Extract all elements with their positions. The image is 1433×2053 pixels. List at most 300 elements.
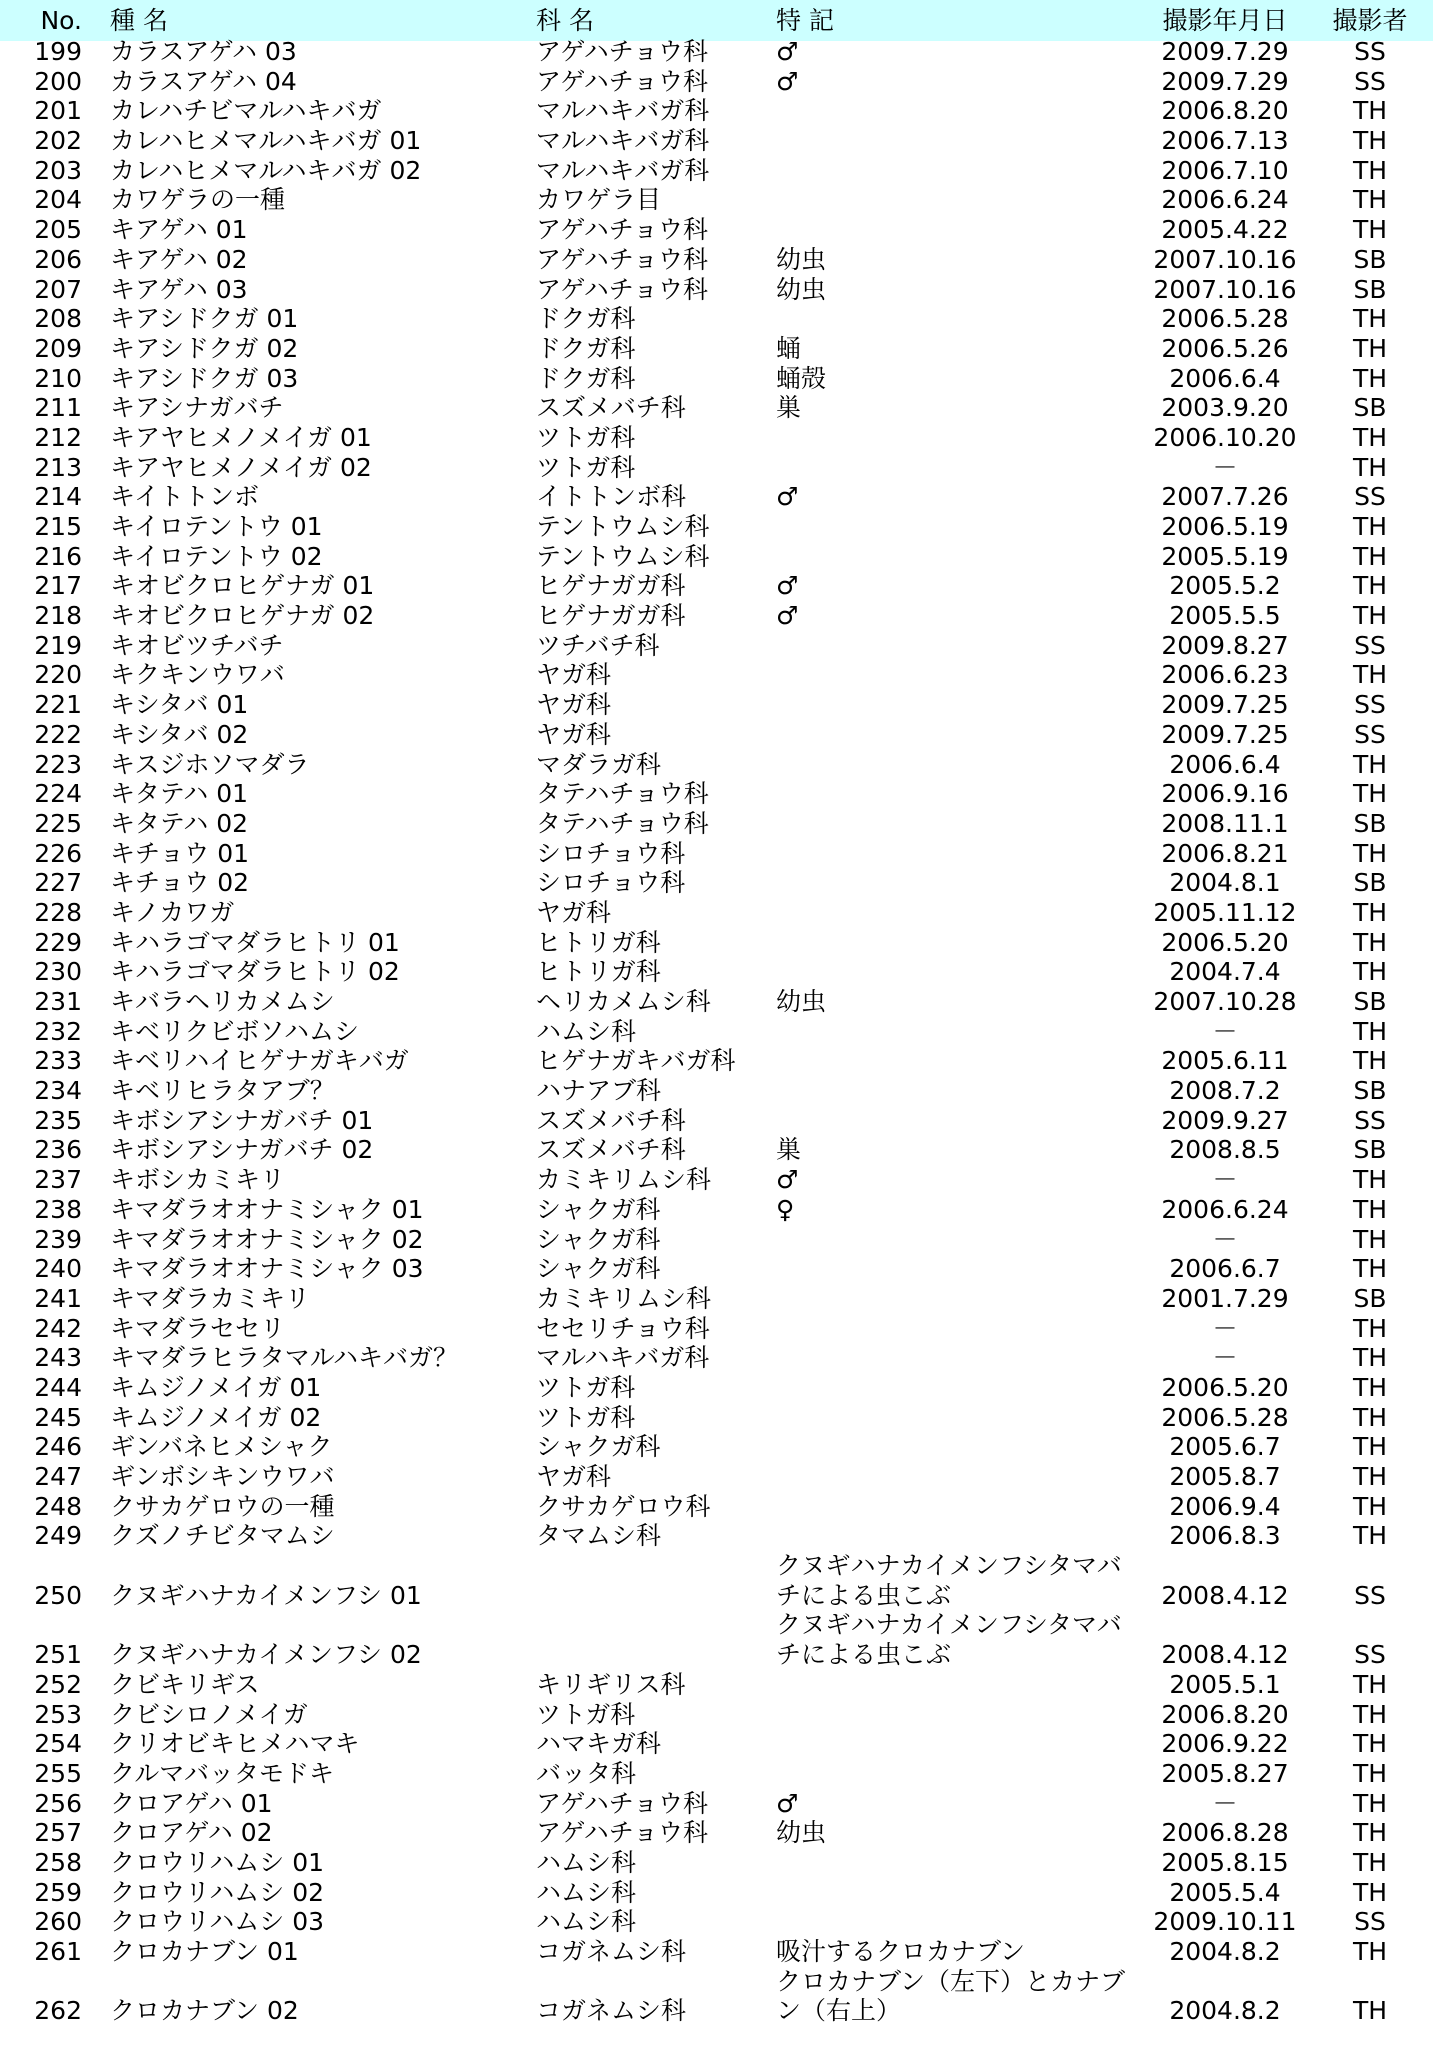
cell-photographer: SS [1354,690,1386,720]
table-row [0,364,1433,394]
cell-date: 2006.8.20 [1161,1699,1289,1729]
cell-species: キハラゴマダラヒトリ 01 [110,927,400,957]
cell-date: 2005.5.1 [1169,1669,1281,1699]
cell-species: キオビツチバチ [110,630,284,660]
cell-species: キムジノメイガ 01 [110,1372,322,1402]
table-row [0,660,1433,690]
table-row [0,1937,1433,1967]
cell-species: カラスアゲハ 04 [110,66,297,96]
cell-species: クロウリハムシ 02 [110,1877,325,1907]
cell-note: クヌギハナカイメンフシタマバチによる虫こぶ [776,1610,1122,1670]
cell-species: キアゲハ 03 [110,274,248,304]
cell-date: 2004.8.2 [1169,1996,1281,2026]
cell-species: キアヤヒメノメイガ 01 [110,422,372,452]
table-row [0,1165,1433,1195]
cell-species: クロウリハムシ 01 [110,1847,325,1877]
cell-family: ドクガ科 [536,363,636,393]
table-row [0,1076,1433,1106]
cell-date: 2008.8.5 [1169,1135,1281,1165]
table-row [0,1343,1433,1373]
cell-date: 2008.11.1 [1161,808,1289,838]
cell-family: ヘリカメムシ科 [536,987,711,1016]
cell-no: 208 [34,304,82,334]
cell-no: 239 [34,1224,82,1254]
cell-no: 225 [34,808,82,838]
cell-species: クズノチビタマムシ [110,1521,335,1551]
header-photographer: 撮影者 [1332,6,1408,35]
cell-date: 2005.11.12 [1153,897,1297,927]
cell-no: 217 [34,571,82,601]
cell-date: 2009.7.25 [1161,719,1289,749]
cell-species: クヌギハナカイメンフシ 02 [110,1640,422,1670]
cell-photographer: TH [1352,363,1388,393]
cell-family: アゲハチョウ科 [536,244,709,274]
cell-no: 249 [34,1521,82,1551]
table-row [0,1967,1433,2026]
cell-photographer: SB [1353,1135,1387,1165]
table-row [0,1046,1433,1076]
cell-species: クロカナブン 02 [110,1996,299,2026]
cell-photographer: TH [1352,1491,1388,1521]
cell-date: 2005.6.7 [1169,1432,1281,1462]
cell-note: クロカナブン（左下）とカナブン（右上） [776,1966,1126,2026]
cell-note: ♂ [776,1165,799,1195]
cell-photographer: SS [1354,719,1386,749]
cell-note: 蛹殻 [776,363,827,393]
cell-note: ♂ [776,571,799,601]
cell-no: 203 [34,155,82,185]
cell-no: 243 [34,1343,82,1373]
cell-no: 221 [34,690,82,720]
cell-date: 2005.8.15 [1161,1847,1289,1877]
table-row [0,1818,1433,1848]
cell-note: ♂ [776,482,799,512]
cell-family: タマムシ科 [536,1521,662,1551]
cell-photographer: SS [1354,630,1386,660]
table-row [0,1373,1433,1403]
header-family: 科 名 [536,6,594,35]
cell-date: 2006.8.3 [1169,1521,1281,1551]
cell-photographer: TH [1352,1669,1388,1699]
cell-photographer: SB [1353,274,1387,304]
cell-family: スズメバチ科 [536,1135,686,1165]
cell-photographer: SS [1354,1580,1386,1610]
cell-photographer: TH [1352,1432,1388,1462]
cell-no: 237 [34,1165,82,1195]
cell-family: コガネムシ科 [536,1996,687,2026]
cell-photographer: SS [1354,482,1386,512]
cell-family: マルハキバガ科 [536,96,710,126]
cell-species: キクキンウワバ [110,660,285,690]
cell-no: 261 [34,1937,82,1967]
cell-photographer: TH [1352,185,1388,215]
cell-family: マルハキバガ科 [536,155,710,185]
cell-photographer: TH [1352,1937,1388,1967]
cell-photographer: TH [1352,1521,1388,1551]
table-row [0,1314,1433,1344]
cell-no: 240 [34,1254,82,1284]
cell-date: 2005.4.22 [1161,215,1289,245]
cell-date: 2005.5.4 [1169,1877,1281,1907]
header-note: 特 記 [776,6,834,35]
cell-family: アゲハチョウ科 [536,1788,709,1818]
table-row [0,1462,1433,1492]
cell-species: キイロテントウ 01 [110,512,323,541]
cell-species: クルマバッタモドキ [110,1758,335,1788]
table-row [0,512,1433,542]
cell-no: 210 [34,363,82,393]
header-species: 種 名 [110,6,168,35]
cell-family: シャクガ科 [536,1254,661,1284]
cell-family: テントウムシ科 [536,541,710,571]
cell-family: ヒゲナガガ科 [536,601,686,631]
cell-species: カレハヒメマルハキバガ 01 [110,126,422,156]
cell-species: ギンボシキンウワバ [110,1462,335,1491]
cell-family: イトトンボ科 [536,482,687,512]
cell-photographer: SB [1353,393,1387,423]
cell-photographer: TH [1352,1729,1388,1759]
cell-photographer: TH [1352,1758,1388,1788]
cell-family: アゲハチョウ科 [536,37,709,66]
table-row [0,1551,1433,1610]
table-row [0,720,1433,750]
table-row [0,1195,1433,1225]
cell-date: － [1212,452,1238,482]
cell-no: 218 [34,601,82,631]
cell-family: マルハキバガ科 [536,1343,710,1373]
table-row [0,1492,1433,1522]
cell-family: バッタ科 [536,1758,637,1788]
cell-photographer: TH [1352,838,1388,868]
cell-date: 2006.5.26 [1161,333,1289,363]
cell-no: 229 [34,927,82,957]
table-row [0,96,1433,126]
cell-date: 2005.6.11 [1161,1046,1289,1076]
table-row [0,482,1433,512]
table-row [0,304,1433,334]
cell-species: キベリヒラタアブ？ [110,1076,335,1106]
cell-photographer: TH [1352,1699,1388,1729]
cell-photographer: TH [1352,1788,1388,1818]
cell-photographer: TH [1352,1818,1388,1848]
cell-note: 幼虫 [776,244,827,274]
table-row [0,156,1433,186]
cell-family: ヒゲナガガ科 [536,571,686,601]
cell-note: クヌギハナカイメンフシタマバチによる虫こぶ [776,1551,1122,1610]
cell-no: 231 [34,987,82,1016]
cell-photographer: TH [1352,304,1388,334]
cell-species: キオビクロヒゲナガ 01 [110,571,375,601]
cell-species: キスジホソマダラ [110,749,310,779]
table-row [0,1789,1433,1819]
table-row [0,1700,1433,1730]
cell-family: クサカゲロウ科 [536,1491,711,1521]
cell-date: 2006.10.20 [1153,422,1297,452]
cell-species: キイロテントウ 02 [110,541,323,571]
cell-species: キイトトンボ [110,482,260,512]
cell-family: ツチバチ科 [536,630,660,660]
cell-date: 2004.8.1 [1169,868,1281,898]
cell-date: 2009.7.25 [1161,690,1289,720]
table-row [0,126,1433,156]
cell-family: ハムシ科 [536,1877,637,1907]
cell-no: 213 [34,452,82,482]
cell-date: 2006.8.20 [1161,96,1289,126]
cell-species: クロカナブン 01 [110,1937,299,1967]
cell-family: ヤガ科 [536,660,612,690]
cell-family: コガネムシ科 [536,1937,687,1967]
cell-no: 254 [34,1729,82,1759]
cell-species: キアシナガバチ [110,393,284,423]
cell-photographer: TH [1352,1224,1388,1254]
cell-family: シロチョウ科 [536,838,686,868]
cell-no: 202 [34,126,82,156]
cell-family: タテハチョウ科 [536,808,709,838]
cell-no: 250 [34,1580,82,1610]
cell-no: 257 [34,1818,82,1848]
cell-family: ハムシ科 [536,1016,637,1046]
cell-family: ドクガ科 [536,333,636,363]
cell-date: 2005.5.19 [1161,541,1289,571]
cell-species: キマダラヒラタマルハキバガ？ [110,1343,459,1373]
cell-family: セセリチョウ科 [536,1313,710,1343]
cell-date: 2008.7.2 [1169,1076,1281,1106]
cell-photographer: TH [1352,155,1388,185]
cell-photographer: SB [1353,868,1387,898]
cell-species: クサカゲロウの一種 [110,1491,335,1521]
cell-photographer: TH [1352,541,1388,571]
cell-date: － [1212,1343,1238,1373]
cell-no: 219 [34,630,82,660]
cell-no: 251 [34,1640,82,1670]
table-row [0,275,1433,305]
table-row [0,1284,1433,1314]
cell-photographer: TH [1352,571,1388,601]
cell-date: 2005.8.7 [1169,1462,1281,1491]
cell-species: キボシアシナガバチ 02 [110,1135,374,1165]
cell-no: 230 [34,957,82,987]
cell-no: 259 [34,1877,82,1907]
cell-family: ツトガ科 [536,1402,636,1432]
cell-photographer: TH [1352,1402,1388,1432]
table-row [0,1225,1433,1255]
table-row [0,1610,1433,1669]
cell-species: キアゲハ 02 [110,244,248,274]
table-row [0,928,1433,958]
cell-photographer: TH [1352,1877,1388,1907]
cell-species: キアシドクガ 01 [110,304,299,334]
cell-photographer: TH [1352,1313,1388,1343]
cell-family: ヒトリガ科 [536,927,661,957]
cell-photographer: TH [1352,1372,1388,1402]
cell-no: 226 [34,838,82,868]
cell-family: ヤガ科 [536,897,612,927]
cell-note: ♂ [776,37,799,66]
cell-note: ♂ [776,1788,799,1818]
table-header [0,0,1433,41]
cell-photographer: TH [1352,1194,1388,1224]
cell-photographer: SB [1353,1283,1387,1313]
cell-family: アゲハチョウ科 [536,215,709,245]
cell-species: キタテハ 02 [110,808,249,838]
cell-no: 242 [34,1313,82,1343]
cell-species: キベリクビボソハムシ [110,1016,360,1046]
cell-note: 幼虫 [776,987,827,1016]
cell-note: 幼虫 [776,274,827,304]
table-row [0,1521,1433,1551]
cell-no: 204 [34,185,82,215]
cell-date: － [1212,1313,1238,1343]
cell-species: キマダラオオナミシャク 02 [110,1224,424,1254]
cell-family: ヤガ科 [536,1462,612,1491]
cell-date: 2006.5.19 [1161,512,1289,541]
cell-photographer: TH [1352,333,1388,363]
table-row [0,690,1433,720]
cell-family: ヤガ科 [536,719,612,749]
cell-photographer: TH [1352,749,1388,779]
cell-no: 255 [34,1758,82,1788]
cell-family: スズメバチ科 [536,393,686,423]
cell-family: ハムシ科 [536,1907,637,1937]
cell-no: 241 [34,1283,82,1313]
cell-no: 224 [34,779,82,809]
cell-no: 228 [34,897,82,927]
cell-date: 2006.7.13 [1161,126,1289,156]
cell-family: タテハチョウ科 [536,779,709,809]
cell-photographer: TH [1352,1847,1388,1877]
cell-photographer: SS [1354,1907,1386,1937]
table-row [0,987,1433,1017]
cell-no: 215 [34,512,82,541]
cell-date: 2009.10.11 [1153,1907,1297,1937]
cell-family: ツトガ科 [536,452,636,482]
cell-date: 2008.4.12 [1161,1640,1289,1670]
cell-species: キバラヘリカメムシ [110,987,335,1016]
cell-photographer: SB [1353,808,1387,838]
cell-note: 幼虫 [776,1818,827,1848]
table-row [0,334,1433,364]
cell-family: カミキリムシ科 [536,1165,712,1195]
cell-family: ハナアブ科 [536,1076,662,1106]
cell-family: ドクガ科 [536,304,636,334]
cell-species: キアシドクガ 03 [110,363,299,393]
cell-photographer: SS [1354,37,1386,66]
cell-date: 2007.10.16 [1153,244,1297,274]
cell-species: キチョウ 01 [110,838,250,868]
cell-species: キノカワガ [110,897,235,927]
table-row [0,1403,1433,1433]
cell-family: シャクガ科 [536,1224,661,1254]
cell-species: クリオビキヒメハマキ [110,1729,360,1759]
cell-no: 227 [34,868,82,898]
table-row [0,423,1433,453]
cell-species: クロアゲハ 01 [110,1788,273,1818]
cell-species: クロウリハムシ 03 [110,1907,325,1937]
cell-species: キシタバ 01 [110,690,249,720]
cell-no: 253 [34,1699,82,1729]
cell-species: キマダラオオナミシャク 03 [110,1254,424,1284]
table-row [0,571,1433,601]
cell-note: 蛹 [776,333,802,363]
cell-note: 吸汁するクロカナブン [776,1937,1026,1967]
cell-note: 巣 [776,393,802,423]
cell-species: キオビクロヒゲナガ 02 [110,601,375,631]
cell-family: マルハキバガ科 [536,126,710,156]
cell-family: ツトガ科 [536,1699,636,1729]
table-row [0,1878,1433,1908]
cell-no: 207 [34,274,82,304]
cell-date: 2006.6.7 [1169,1254,1281,1284]
cell-family: シロチョウ科 [536,868,686,898]
table-row [0,542,1433,572]
cell-no: 235 [34,1105,82,1135]
cell-family: シャクガ科 [536,1432,661,1462]
table-row [0,898,1433,928]
cell-date: 2006.5.20 [1161,1372,1289,1402]
cell-no: 206 [34,244,82,274]
cell-note: ♂ [776,66,799,96]
cell-date: － [1212,1016,1238,1046]
cell-date: 2006.6.23 [1161,660,1289,690]
cell-no: 246 [34,1432,82,1462]
table-row [0,67,1433,97]
table-row [0,1135,1433,1165]
table-row [0,453,1433,483]
cell-no: 222 [34,719,82,749]
table-body [0,37,1433,2026]
cell-date: 2006.7.10 [1161,155,1289,185]
cell-no: 209 [34,333,82,363]
cell-photographer: TH [1352,601,1388,631]
cell-species: キアゲハ 01 [110,215,248,245]
table-row [0,1254,1433,1284]
cell-species: キタテハ 01 [110,779,249,809]
cell-species: キボシカミキリ [110,1165,286,1195]
cell-no: 200 [34,66,82,96]
cell-no: 245 [34,1402,82,1432]
cell-no: 201 [34,96,82,126]
table-row [0,245,1433,275]
cell-species: キベリハイヒゲナガキバガ [110,1046,409,1076]
cell-date: 2006.5.28 [1161,1402,1289,1432]
cell-date: 2009.8.27 [1161,630,1289,660]
cell-no: 247 [34,1462,82,1491]
cell-species: カレハヒメマルハキバガ 02 [110,155,422,185]
cell-date: 2009.7.29 [1161,66,1289,96]
table-row [0,185,1433,215]
cell-date: 2007.10.16 [1153,274,1297,304]
cell-date: 2006.8.21 [1161,838,1289,868]
cell-date: 2006.9.22 [1161,1729,1289,1759]
cell-photographer: SB [1353,987,1387,1016]
cell-family: アゲハチョウ科 [536,274,709,304]
cell-family: ハマキガ科 [536,1729,662,1759]
cell-species: カラスアゲハ 03 [110,37,297,66]
cell-no: 236 [34,1135,82,1165]
cell-family: ヒゲナガキバガ科 [536,1046,736,1076]
cell-photographer: SS [1354,66,1386,96]
table-row [0,393,1433,423]
cell-note: 巣 [776,1135,802,1165]
cell-family: カワゲラ目 [536,185,662,215]
cell-no: 248 [34,1491,82,1521]
table-row [0,957,1433,987]
cell-species: キマダラカミキリ [110,1283,311,1313]
cell-photographer: SS [1354,1105,1386,1135]
table-row [0,1432,1433,1462]
cell-date: 2009.7.29 [1161,37,1289,66]
cell-photographer: TH [1352,1165,1388,1195]
